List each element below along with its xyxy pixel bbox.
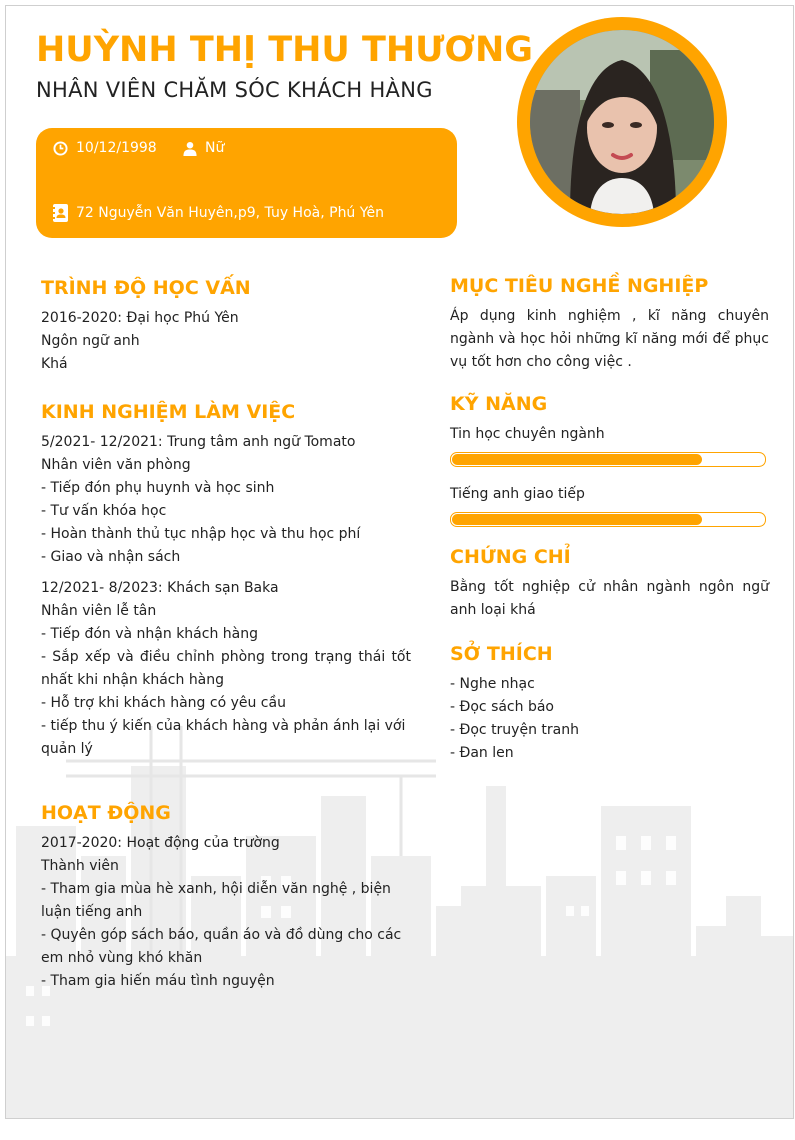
education-major: Ngôn ngữ anh bbox=[41, 333, 140, 349]
experience-item bbox=[41, 577, 411, 761]
activity-item: - Tham gia mùa hè xanh, hội diễn văn nghệ , biện luận tiếng anh bbox=[41, 881, 391, 920]
experience-period: 5/2021- 12/2021: bbox=[41, 434, 163, 450]
gender-row bbox=[183, 140, 224, 156]
experience-company: Trung tâm anh ngữ Tomato bbox=[167, 434, 356, 450]
avatar bbox=[530, 30, 714, 214]
experience-task: - Tiếp đón phụ huynh và học sinh bbox=[41, 480, 275, 496]
education-period: 2016-2020: bbox=[41, 310, 123, 326]
experience-line bbox=[41, 431, 411, 454]
skill-bar bbox=[450, 512, 766, 527]
profile-photo bbox=[530, 30, 714, 214]
experience-task: - Sắp xếp và điều chỉnh phòng trong trạng thái tốt nhất khi nhận khách hàng bbox=[41, 649, 411, 688]
gender-value: Nữ bbox=[205, 140, 225, 156]
skill-bar-fill bbox=[452, 454, 702, 465]
education-line bbox=[41, 307, 411, 330]
left-column bbox=[41, 275, 411, 993]
birthdate-row bbox=[53, 140, 157, 156]
experience-task: - Tư vấn khóa học bbox=[41, 503, 167, 519]
user-icon bbox=[183, 141, 197, 156]
activity-item: - Tham gia hiến máu tình nguyện bbox=[41, 973, 275, 989]
experience-period: 12/2021- 8/2023: bbox=[41, 580, 163, 596]
hobby-item: - Đọc sách báo bbox=[450, 699, 554, 715]
job-title: NHÂN VIÊN CHĂM SÓC KHÁCH HÀNG bbox=[36, 78, 433, 102]
experience-task: - tiếp thu ý kiến của khách hàng và phản ánh lại với quản lý bbox=[41, 718, 406, 757]
cv-page bbox=[5, 5, 794, 1119]
clock-icon bbox=[53, 141, 68, 156]
education-heading: TRÌNH ĐỘ HỌC VẤN bbox=[41, 277, 251, 299]
experience-task: - Tiếp đón và nhận khách hàng bbox=[41, 626, 258, 642]
experience-heading: KINH NGHIỆM LÀM VIỆC bbox=[41, 401, 296, 423]
experience-role: Nhân viên văn phòng bbox=[41, 457, 191, 473]
hobby-item: - Nghe nhạc bbox=[450, 676, 535, 692]
contact-card-icon bbox=[53, 204, 68, 222]
experience-company: Khách sạn Baka bbox=[167, 580, 279, 596]
hobby-item: - Đọc truyện tranh bbox=[450, 722, 579, 738]
certificate-text: Bằng tốt nghiệp cử nhân ngành ngôn ngữ anh loại khá bbox=[450, 579, 769, 618]
activity-line bbox=[41, 832, 411, 855]
experience-item bbox=[41, 431, 411, 569]
education-grade: Khá bbox=[41, 356, 68, 372]
experience-role: Nhân viên lễ tân bbox=[41, 603, 157, 619]
experience-task: - Giao và nhận sách bbox=[41, 549, 181, 565]
activity-role: Thành viên bbox=[41, 858, 119, 874]
objective-heading: MỤC TIÊU NGHỀ NGHIỆP bbox=[450, 275, 709, 297]
hobbies-heading: SỞ THÍCH bbox=[450, 643, 553, 665]
birthdate-value: 10/12/1998 bbox=[76, 140, 157, 156]
activity-period: 2017-2020: bbox=[41, 835, 123, 851]
education-school: Đại học Phú Yên bbox=[126, 310, 239, 326]
skill-label: Tin học chuyên ngành bbox=[450, 426, 605, 442]
experience-task: - Hoàn thành thủ tục nhập học và thu học phí bbox=[41, 526, 361, 542]
activities-heading: HOẠT ĐỘNG bbox=[41, 802, 171, 824]
personal-info-box bbox=[36, 128, 457, 238]
activity-item: - Quyên góp sách báo, quần áo và đồ dùng cho các em nhỏ vùng khó khăn bbox=[41, 927, 402, 966]
skill-label: Tiếng anh giao tiếp bbox=[450, 486, 585, 502]
right-column bbox=[450, 273, 769, 765]
activity-name: Hoạt động của trường bbox=[126, 835, 280, 851]
experience-task: - Hỗ trợ khi khách hàng có yêu cầu bbox=[41, 695, 286, 711]
skill-bar-fill bbox=[452, 514, 702, 525]
certificates-heading: CHỨNG CHỈ bbox=[450, 546, 571, 568]
avatar-frame bbox=[517, 17, 727, 227]
address-row bbox=[53, 204, 384, 222]
objective-text: Áp dụng kinh nghiệm , kĩ năng chuyên ngành và học hỏi những kĩ năng mới để phục vụ tốt hơn cho công việc . bbox=[450, 308, 769, 370]
experience-line bbox=[41, 577, 411, 600]
skills-heading: KỸ NĂNG bbox=[450, 393, 548, 415]
address-value: 72 Nguyễn Văn Huyên,p9, Tuy Hoà, Phú Yên bbox=[76, 205, 384, 221]
skill-bar bbox=[450, 452, 766, 467]
candidate-name: HUỲNH THỊ THU THƯƠNG bbox=[36, 30, 533, 70]
hobby-item: - Đan len bbox=[450, 745, 514, 761]
